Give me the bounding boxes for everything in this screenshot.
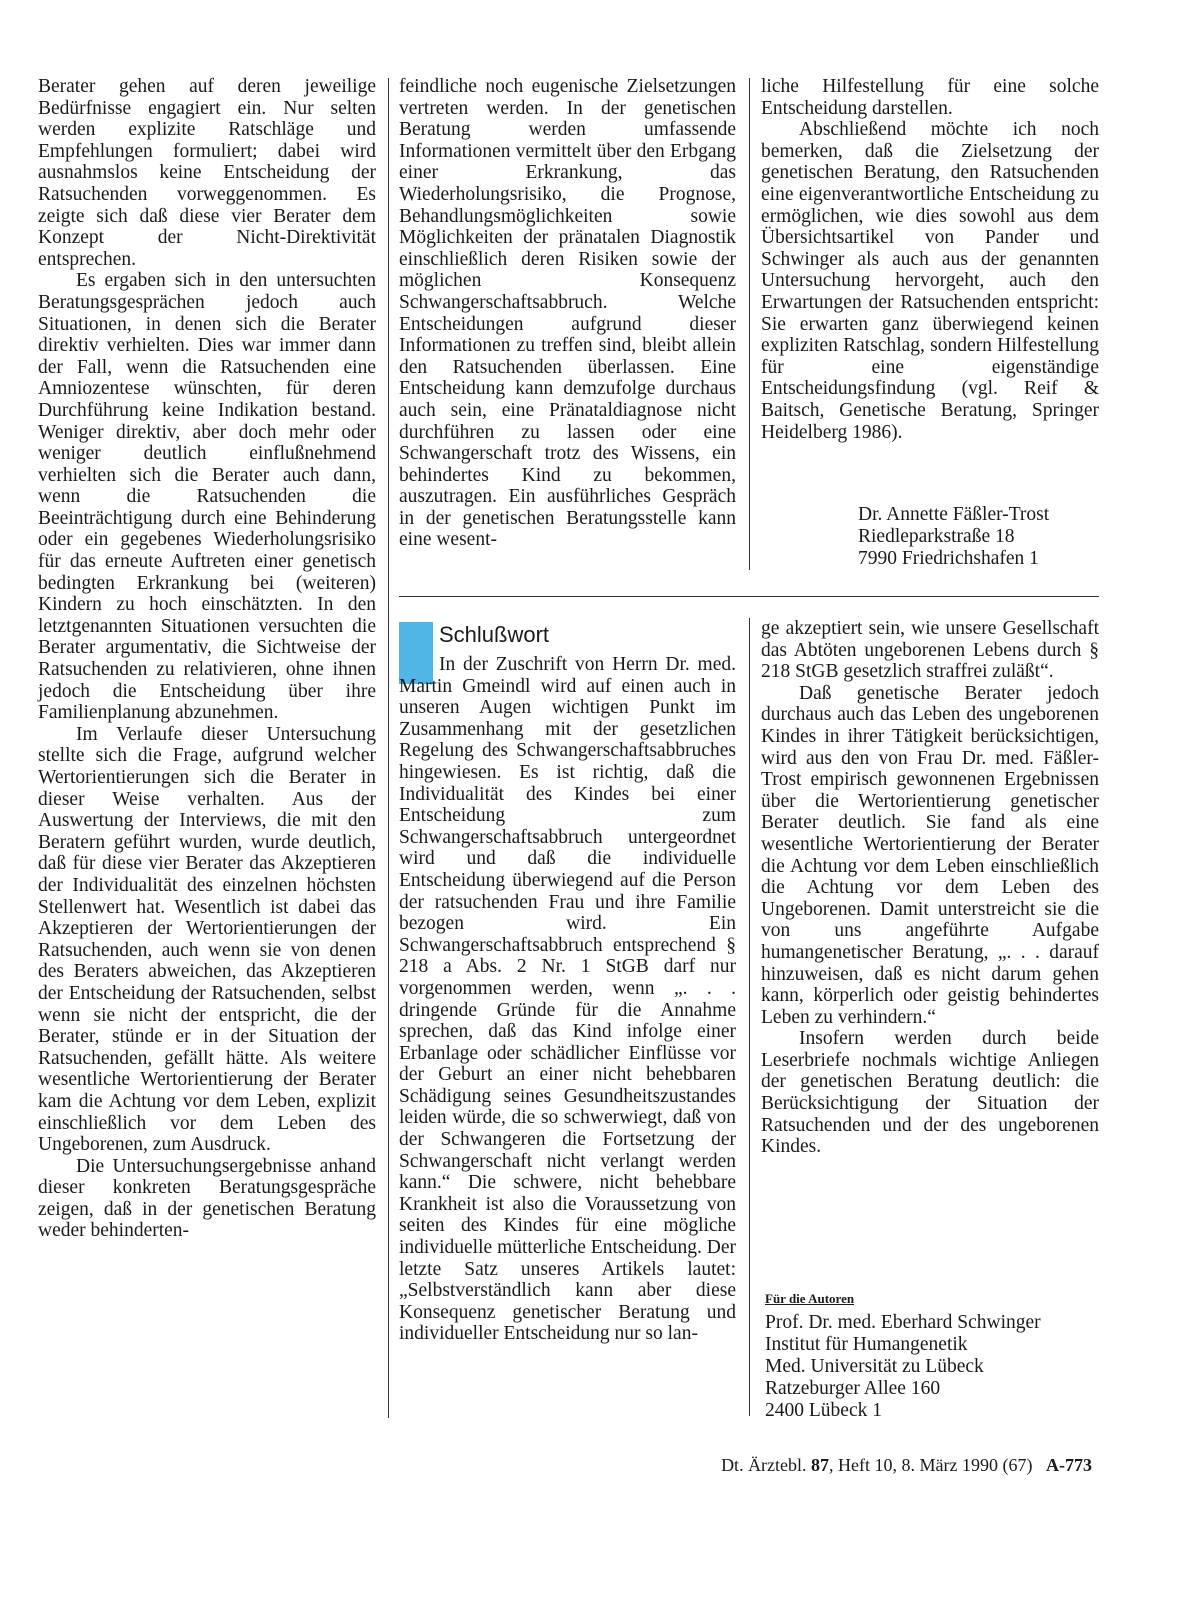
paragraph: Im Verlaufe dieser Untersuchung stellte sich die Frage, aufgrund welcher Wertorientierungen sich die Berater in dieser Weise verhalten. Aus der Auswertung der Interviews, die mit den Beratern geführt wurden, wurde deutlich, daß für diese vier Berater das Akzeptieren der Individualität des einzelnen höchsten Stellenwert hat. Wesentlich ist dabei das Akzeptieren der Wertorientierungen der Ratsuchenden, auch wenn sie von denen des Beraters abweichen, das Akzeptieren der Entscheidung der Ratsuchenden, selbst wenn sie nicht der entspricht, die der Berater, stünde er in der Situation der Ratsuchenden, gefällt hätte. Als weitere wesentliche Wertorientierung der Berater kam die Achtung vor dem Leben, explizit einschließlich vor dem Leben des Ungeborenen, zum Ausdruck. <box>38 723 376 1156</box>
section-column-2 <box>399 618 736 1345</box>
section-column-3 <box>761 618 1099 1158</box>
section-separator <box>399 596 1099 597</box>
signature-name: Dr. Annette Fäßler-Trost <box>858 504 1050 525</box>
authors-block <box>765 1290 1041 1422</box>
paragraph: Abschließend möchte ich noch bemerken, daß die Zielsetzung der genetischen Beratung, den Ratsuchenden eine eigenverantwortliche Entscheidung zu ermöglichen, wie dies sowohl aus dem Übersichtsartikel von Pander und Schwinger als auch aus der genannten Untersuchung hervorgeht, auch den Erwartungen der Ratsuchenden entspricht: Sie erwarten ganz überwiegend keinen expliziten Ratschlag, sondern Hilfestellung für eine eigenständige Entscheidungsfindung (vgl. Reif & Baitsch, Genetische Beratung, Springer Heidelberg 1986). <box>761 119 1099 443</box>
author-line: Ratzeburger Allee 160 <box>765 1378 941 1399</box>
footer-journal: Dt. Ärztebl. <box>721 1455 807 1475</box>
signature-block <box>858 504 1049 570</box>
section-title: Schlußwort <box>439 622 550 647</box>
author-line: Institut für Humangenetik <box>765 1334 968 1355</box>
column-3-top <box>761 76 1099 443</box>
column-divider <box>388 78 389 1418</box>
author-line: Prof. Dr. med. Eberhard Schwinger <box>765 1312 1041 1333</box>
footer-volume: 87 <box>811 1455 830 1475</box>
paragraph: Die Untersuchungsergebnisse anhand dieser konkreten Beratungsgespräche zeigen, daß in der genetischen Beratung weder behinderten- <box>38 1155 376 1242</box>
paragraph: Berater gehen auf deren jeweilige Bedürfnisse engagiert ein. Nur selten werden explizite Ratschläge und Empfehlungen formuliert; dabei wird ausnahmslos keine Entscheidung der Ratsuchenden vorweggenommen. Es zeigte sich daß diese vier Berater dem Konzept der Nicht-Direktivität entsprechen. <box>38 76 376 270</box>
paragraph: feindliche noch eugenische Zielsetzungen vertreten werden. In der genetischen Beratung werden umfassende Informationen vermittelt über den Erbgang einer Erkrankung, das Wiederholungsrisiko, die Prognose, Behandlungsmöglichkeiten sowie Möglichkeiten der pränatalen Diagnostik einschließlich deren Risiken sowie der möglichen Konsequenz Schwangerschaftsabbruch. Welche Entscheidungen aufgrund dieser Informationen zu treffen sind, bleibt allein den Ratsuchenden überlassen. Eine Entscheidung kann demzufolge durchaus auch sein, eine Pränataldiagnose nicht durchführen zu lassen oder eine Schwangerschaft trotz des Wissens, ein behindertes Kind zu bekommen, auszutragen. Ein ausführliches Gespräch in der genetischen Beratungsstelle kann eine wesent- <box>399 76 736 551</box>
accent-bar <box>399 622 433 684</box>
signature-street: Riedleparkstraße 18 <box>858 526 1015 547</box>
paragraph: liche Hilfestellung für eine solche Entscheidung darstellen. <box>761 76 1099 119</box>
footer-issue: , Heft 10, 8. März 1990 (67) <box>829 1455 1033 1475</box>
paragraph: Es ergaben sich in den untersuchten Beratungsgesprächen jedoch auch Situationen, in denen sich die Berater direktiv verhielten. Dies war immer dann der Fall, wenn die Ratsuchenden eine Amniozentese wünschten, für deren Durchführung keine Indikation bestand. Weniger direktiv, aber doch mehr oder weniger deutlich einflußnehmend verhielten sich die Berater auch dann, wenn die Ratsuchenden die Beeinträchtigung durch eine Behinderung oder ein gegebenes Wiederholungsrisiko für das erneute Auftreten einer genetisch bedingten Erkrankung bei (weiteren) Kindern zu hoch einschätzten. In den letztgenannten Situationen versuchten die Berater argumentativ, die Sichtweise der Ratsuchenden zu relativieren, ohne ihnen jedoch die Entscheidung über ihre Familienplanung abzunehmen. <box>38 270 376 724</box>
page-footer <box>721 1455 1092 1476</box>
signature-city: 7990 Friedrichshafen 1 <box>858 548 1039 569</box>
author-line: 2400 Lübeck 1 <box>765 1400 882 1421</box>
paragraph: Insofern werden durch beide Leserbriefe nochmals wichtige Anliegen der genetischen Beratung deutlich: die Berücksichtigung der Situation der Ratsuchenden und der des ungeborenen Kindes. <box>761 1028 1099 1158</box>
authors-label: Für die Autoren <box>765 1291 855 1306</box>
column-2-top <box>399 76 736 551</box>
author-line: Med. Universität zu Lübeck <box>765 1356 984 1377</box>
footer-page: A-773 <box>1046 1455 1092 1475</box>
column-divider <box>749 78 750 570</box>
column-1 <box>38 76 376 1242</box>
paragraph: ge akzeptiert sein, wie unsere Gesellschaft das Abtöten ungeborenen Lebens durch § 218 StGB gesetzlich straffrei zuläßt“. <box>761 618 1099 683</box>
paragraph: Daß genetische Berater jedoch durchaus auch das Leben des ungeborenen Kindes in ihrer Tätigkeit berücksichtigen, wird aus den von Frau Dr. med. Fäßler-Trost empirisch gewonnenen Ergebnissen über die Wertorientierung genetischer Berater deutlich. Sie fand als eine wesentliche Wertorientierung der Berater die Achtung vor dem Leben einschließlich die Achtung vor dem Leben des Ungeborenen. Damit unterstreicht sie die von uns angeführte Aufgabe humangenetischer Beratung, „. . . darauf hinzuweisen, daß es nicht darum gehen kann, körperlich oder geistig behindertes Leben zu verhindern.“ <box>761 682 1099 1028</box>
column-divider <box>749 618 750 1416</box>
paragraph: In der Zuschrift von Herrn Dr. med. Martin Gmeindl wird auf einen auch in unseren Augen wichtigen Punkt im Zusammenhang mit der gesetzlichen Regelung des Schwangerschaftsabbruches hingewiesen. Es ist richtig, daß die Individualität des Kindes bei einer Entscheidung zum Schwangerschaftsabbruch untergeordnet wird und daß die individuelle Entscheidung überwiegend auf die Person der ratsuchenden Frau und ihre Familie bezogen wird. Ein Schwangerschaftsabbruch entsprechend § 218 a Abs. 2 Nr. 1 StGB darf nur vorgenommen werden, wenn „. . . dringende Gründe für die Annahme sprechen, daß das Kind infolge einer Erbanlage oder schädlicher Einflüsse vor der Geburt an einer nicht behebbaren Schädigung seines Gesundheitszustandes leiden würde, die so schwerwiegt, daß von der Schwangeren die Fortsetzung der Schwangerschaft nicht verlangt werden kann.“ Die schwere, nicht behebbare Krankheit ist also die Voraussetzung von seiten des Kindes für eine mögliche individuelle mütterliche Entscheidung. Der letzte Satz unseres Artikels lautet: „Selbstverständlich kann aber diese Konsequenz genetischer Beratung und individueller Entscheidung nur so lan- <box>399 654 736 1345</box>
